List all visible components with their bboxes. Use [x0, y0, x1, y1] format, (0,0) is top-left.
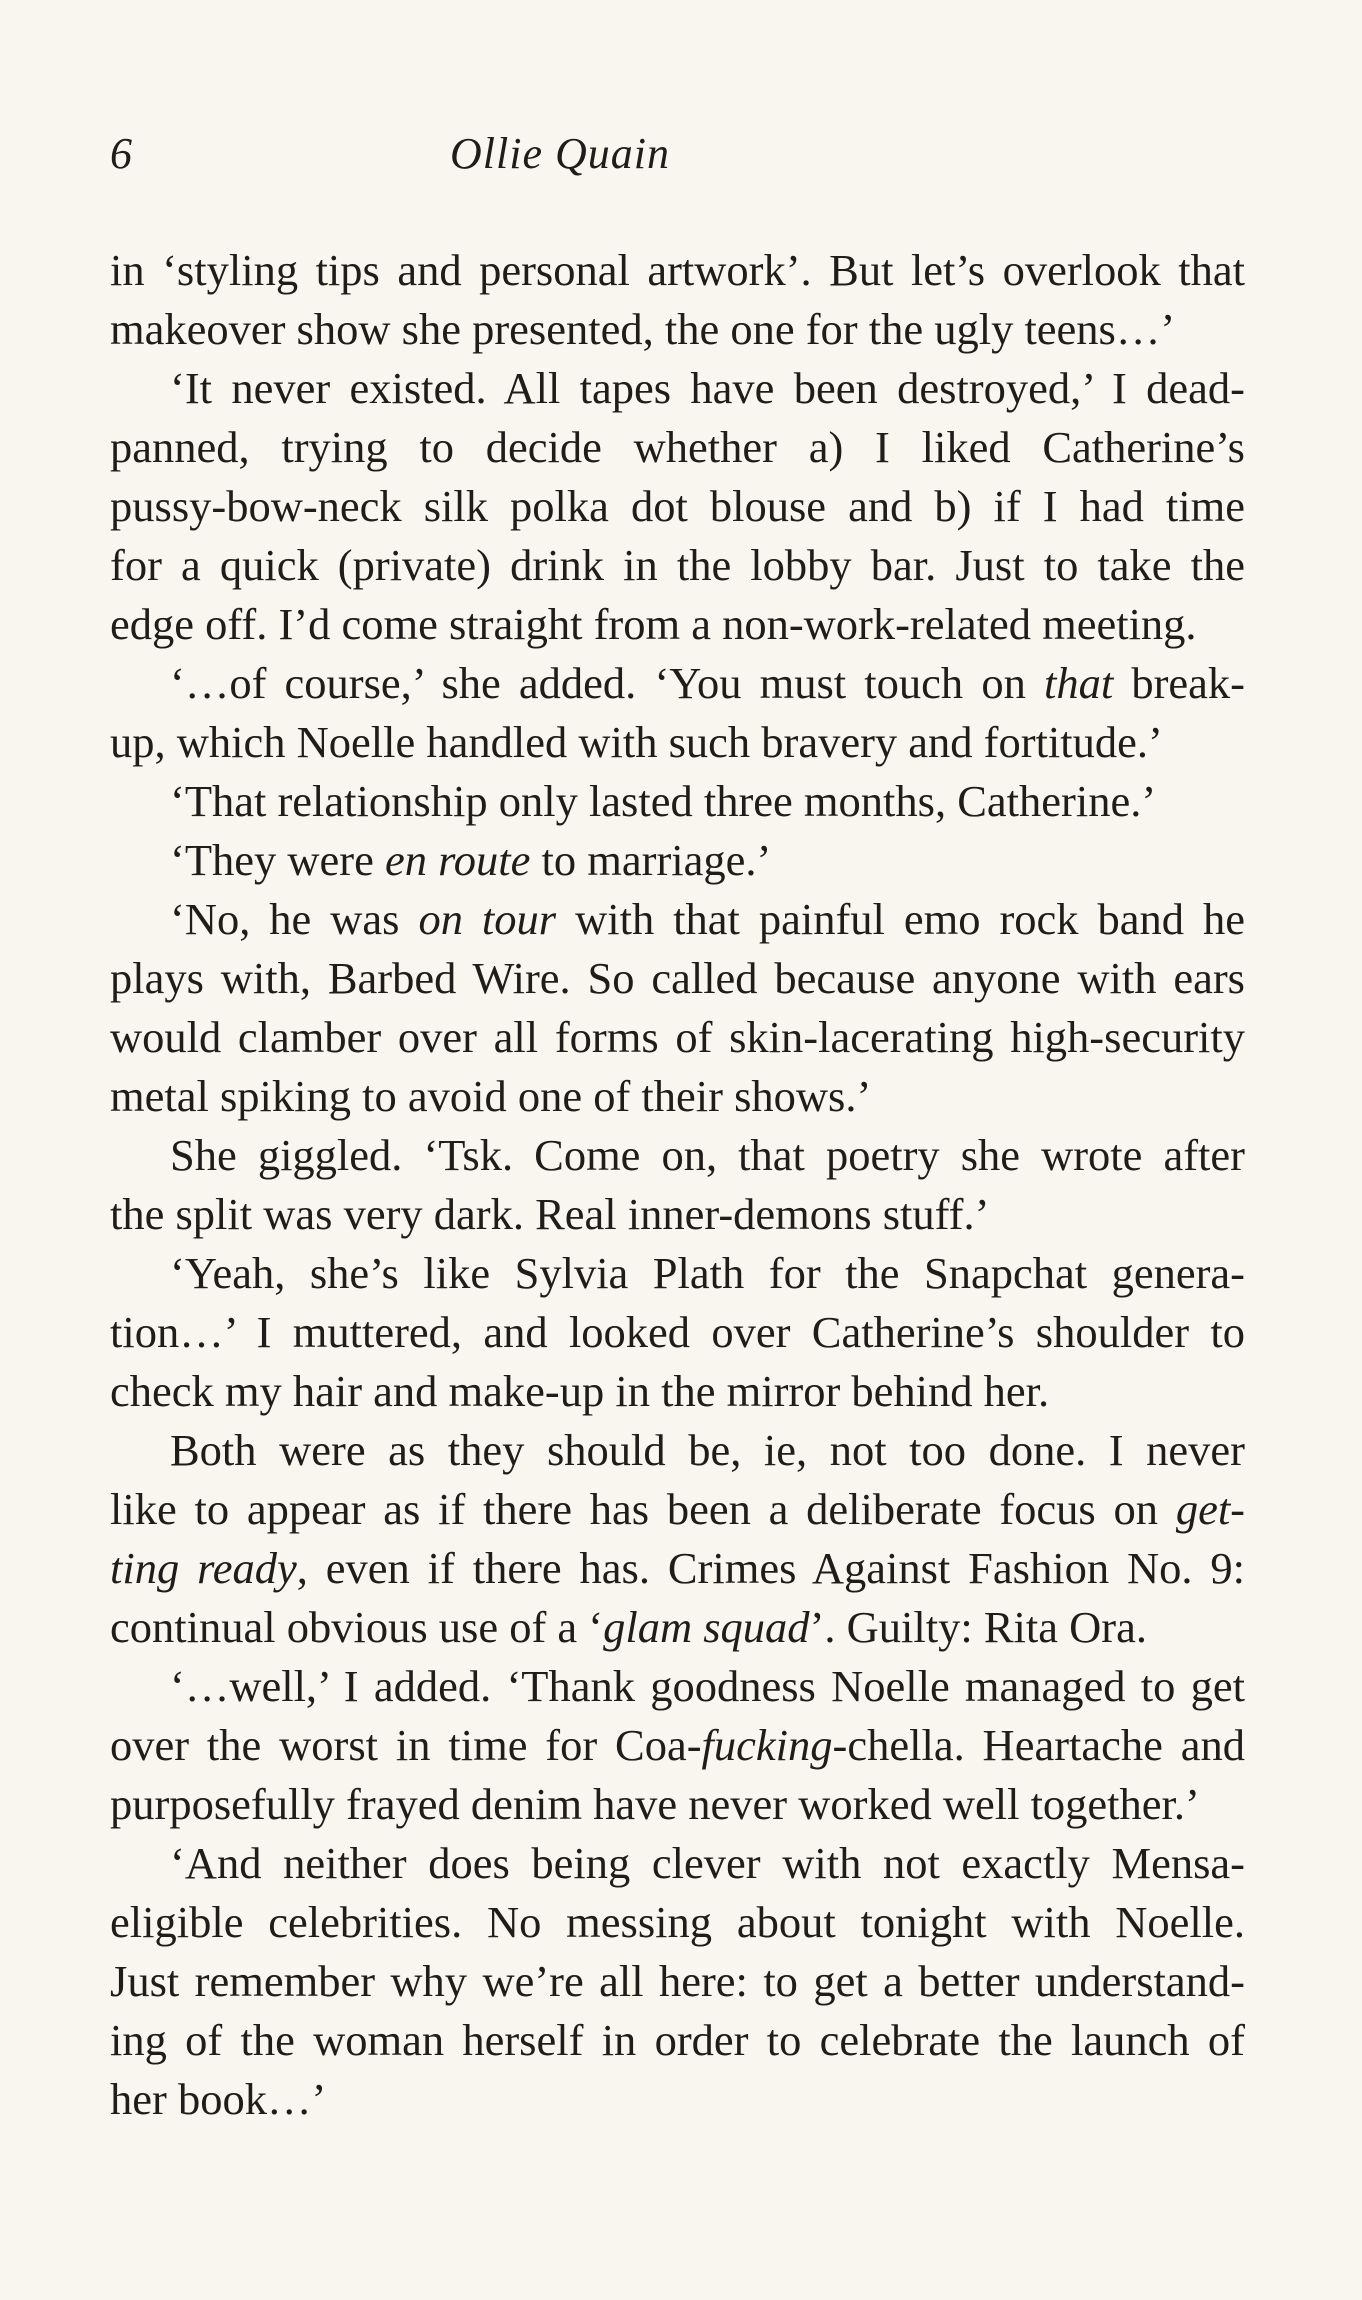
text-line: [110, 1598, 1245, 1657]
text-line: up, which Noelle handled with such bravery and fortitude.’: [110, 717, 1163, 767]
italic-fragment: on tour: [418, 894, 557, 944]
text-fragment: ’. Guilty: Rita Ora.: [809, 1602, 1147, 1652]
text-fragment: break-: [1113, 658, 1245, 708]
text-line: for a quick (private) drink in the lobby bar. Just to take the: [110, 540, 1245, 590]
text-line: ing of the woman herself in order to celebrate the launch of: [110, 2015, 1245, 2065]
italic-fragment: get-: [1175, 1484, 1245, 1534]
text-line: makeover show she presented, the one for the ugly teens…’: [110, 304, 1176, 354]
text-fragment: over the worst in time for Coa-: [110, 1720, 702, 1770]
text-line: ‘…well,’ I added. ‘Thank goodness Noelle managed to get: [170, 1661, 1245, 1711]
italic-fragment: en route: [384, 835, 531, 885]
text-fragment: ‘No, he was: [170, 894, 419, 944]
text-line: pussy-bow-neck silk polka dot blouse and b) if I had time: [110, 481, 1245, 531]
running-head: Ollie Quain: [450, 129, 670, 178]
text-fragment: ‘…of course,’ she added. ‘You must touch on: [170, 658, 1044, 708]
text-line: [110, 654, 1245, 713]
text-line: ‘And neither does being clever with not exactly Mensa-: [170, 1838, 1245, 1888]
text-line: [110, 1539, 1245, 1598]
text-fragment: continual obvious use of a ‘: [110, 1602, 604, 1652]
page-number: 6: [110, 129, 132, 178]
italic-fragment: ting ready: [110, 1543, 297, 1593]
text-line: plays with, Barbed Wire. So called because anyone with ears: [110, 953, 1245, 1003]
text-line: check my hair and make-up in the mirror behind her.: [110, 1366, 1050, 1416]
text-fragment: ‘They were: [170, 835, 385, 885]
text-fragment: to marriage.’: [530, 835, 772, 885]
body-text: [110, 241, 1245, 2129]
text-line: eligible celebrities. No messing about tonight with Noelle.: [110, 1897, 1245, 1947]
text-line: metal spiking to avoid one of their shows.’: [110, 1071, 872, 1121]
text-line: edge off. I’d come straight from a non-work-related meeting.: [110, 599, 1197, 649]
text-line: Just remember why we’re all here: to get a better understand-: [110, 1956, 1245, 2006]
text-line: ‘It never existed. All tapes have been destroyed,’ I dead-: [170, 363, 1245, 413]
text-fragment: like to appear as if there has been a deliberate focus on: [110, 1484, 1176, 1534]
text-line: purposefully frayed denim have never worked well together.’: [110, 1779, 1200, 1829]
text-line: She giggled. ‘Tsk. Come on, that poetry she wrote after: [170, 1130, 1245, 1180]
italic-fragment: glam squad: [603, 1602, 810, 1652]
text-line: in ‘styling tips and personal artwork’. But let’s overlook that: [110, 245, 1245, 295]
italic-fragment: that: [1043, 658, 1114, 708]
text-fragment: , even if there has. Crimes Against Fashion No. 9:: [296, 1543, 1245, 1593]
text-line: ‘That relationship only lasted three months, Catherine.’: [170, 776, 1157, 826]
text-line: [110, 1480, 1245, 1539]
text-fragment: with that painful emo rock band he: [556, 894, 1245, 944]
text-line: would clamber over all forms of skin-lacerating high-security: [110, 1012, 1245, 1062]
text-fragment: -chella. Heartache and: [832, 1720, 1245, 1770]
page-header: [110, 124, 1260, 184]
text-line: Both were as they should be, ie, not too done. I never: [170, 1425, 1245, 1475]
text-line: [110, 890, 1245, 949]
text-line: panned, trying to decide whether a) I liked Catherine’s: [110, 422, 1245, 472]
text-line: the split was very dark. Real inner-demons stuff.’: [110, 1189, 990, 1239]
text-line: tion…’ I muttered, and looked over Catherine’s shoulder to: [110, 1307, 1245, 1357]
text-line: [110, 831, 1245, 890]
italic-fragment: fucking: [701, 1720, 833, 1770]
text-line: ‘Yeah, she’s like Sylvia Plath for the Snapchat genera-: [170, 1248, 1245, 1298]
text-line: her book…’: [110, 2074, 327, 2124]
text-line: [110, 1716, 1245, 1775]
